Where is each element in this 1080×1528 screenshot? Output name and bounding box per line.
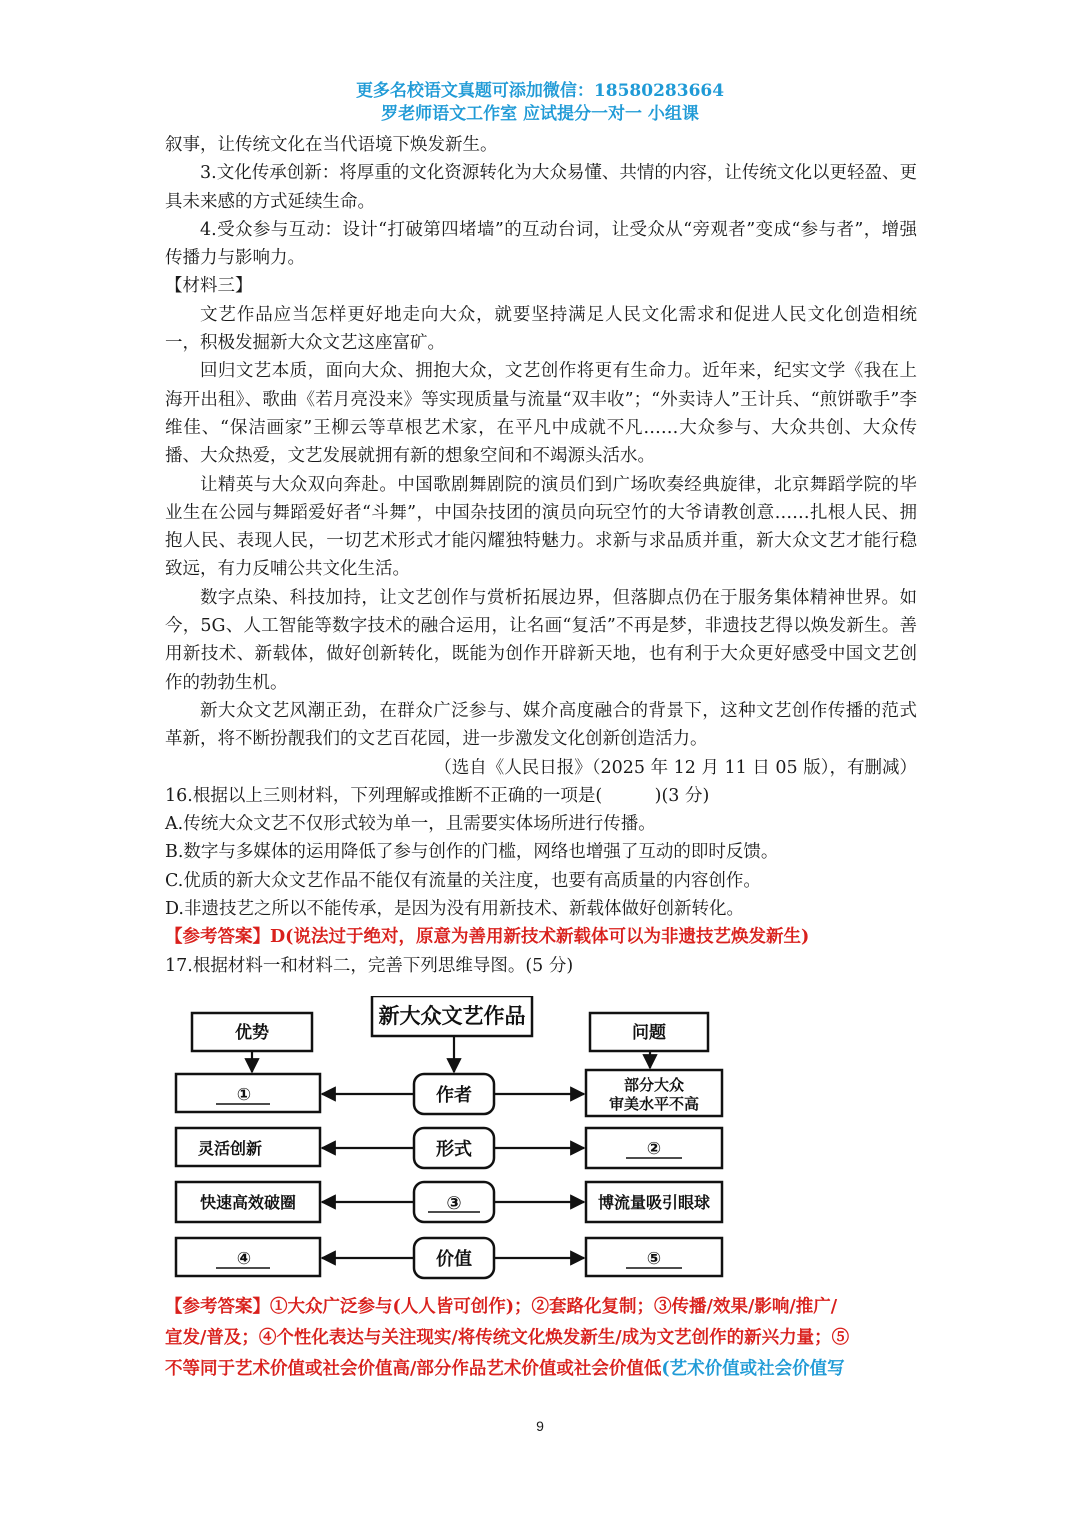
paragraph: 3.文化传承创新：将厚重的文化资源转化为大众易懂、共情的内容，让传统文化以更轻盈、更具未来感的方式延续生命。: [165, 163, 917, 212]
option-a: A.传统大众文艺不仅形式较为单一，且需要实体场所进行传播。: [165, 814, 656, 835]
left-label-2: 灵活创新: [197, 1139, 263, 1158]
right-label-4: ⑤: [646, 1249, 662, 1269]
option-d: D.非遗技艺之所以不能传承，是因为没有用新技术、新载体做好创新转化。: [165, 899, 744, 920]
center-label-2: 形式: [436, 1139, 472, 1160]
right-label-2: ②: [646, 1139, 662, 1159]
paragraph: 文艺作品应当怎样更好地走向大众，就要坚持满足人民文化需求和促进人民文化创造相统一，积极发掘新大众文艺这座富矿。: [165, 304, 917, 354]
answer-16: 【参考答案】D(说法过于绝对，原意为善用新技术新载体可以为非遗技艺焕发新生): [165, 927, 810, 948]
question-17: 17.根据材料一和材料二，完善下列思维导图。(5 分): [165, 955, 574, 976]
watermark-header: [0, 80, 1080, 126]
center-label-1: 作者: [436, 1085, 472, 1106]
answer-17-line-2: 宣发/普及；④个性化表达与关注现实/将传统文化焕发新生/成为文艺创作的新兴力量；⑤: [165, 1328, 850, 1348]
paragraph: 让精英与大众双向奔赴。中国歌剧舞剧院的演员们到广场吹奏经典旋律，北京舞蹈学院的毕业生在公园与舞蹈爱好者“斗舞”，中国杂技团的演员向玩空竹的大爷请教创意……扎根人民、拥抱人民、表现人民，一切艺术形式才能闪耀独特魅力。求新与求品质并重，新大众文艺才能行稳致远，有力反哺公共文化生活。: [165, 474, 917, 580]
paragraph: 4.受众参与互动：设计“打破第四堵墙”的互动台词，让受众从“旁观者”变成“参与者”，增强传播力与影响力。: [165, 219, 917, 269]
document-body: [165, 131, 917, 980]
center-label-4: 价值: [436, 1249, 472, 1270]
right-header-label: 问题: [632, 1023, 666, 1043]
answer-17-line-3: [165, 1354, 917, 1385]
source-citation: （选自《人民日报》（2025 年 12 月 11 日 05 版），有删减）: [434, 757, 917, 778]
header-line-1: 更多名校语文真题可添加微信：18580283664: [355, 81, 725, 101]
diagram-title: 新大众文艺作品: [378, 1004, 526, 1028]
paragraph: 叙事，让传统文化在当代语境下焕发新生。: [165, 135, 498, 155]
header-line-2: 罗老师语文工作室 应试提分一对一 小组课: [381, 104, 699, 124]
paragraph: 回归文艺本质，面向大众、拥抱大众，文艺创作将更有生命力。近年来，纪实文学《我在上海开出租》、歌曲《若月亮没来》等实现质量与流量“双丰收”；“外卖诗人”王计兵、“煎饼歌手”李维佳、“保洁画家”王柳云等草根艺术家，在平凡中成就不凡……大众参与、大众共创、大众传播、大众热爱，文艺发展就拥有新的想象空间和不竭源头活水。: [165, 361, 917, 467]
option-c: C.优质的新大众文艺作品不能仅有流量的关注度，也要有高质量的内容创作。: [165, 870, 761, 891]
answer-17-blue-note: (艺术价值或社会价值写: [661, 1359, 845, 1379]
section-title: 【材料三】: [165, 276, 253, 297]
left-label-3: 快速高效破圈: [199, 1193, 297, 1212]
page-number: 9: [536, 1418, 544, 1434]
left-label-4: ④: [236, 1249, 252, 1269]
right-label-1a: 部分大众: [623, 1076, 685, 1094]
right-label-3: 博流量吸引眼球: [597, 1193, 711, 1212]
paragraph: 新大众文艺风潮正劲，在群众广泛参与、媒介高度融合的背景下，这种文艺创作传播的范式革新，将不断扮靓我们的文艺百花园，进一步激发文化创新创造活力。: [165, 700, 917, 750]
center-label-3: ③: [446, 1193, 462, 1214]
left-header-label: 优势: [235, 1023, 269, 1043]
answer-17-red-text: 不等同于艺术价值或社会价值高/部分作品艺术价值或社会价值低: [165, 1359, 662, 1379]
left-label-1: ①: [236, 1085, 252, 1105]
answer-17-line-1: 【参考答案】①大众广泛参与(人人皆可创作)；②套路化复制；③传播/效果/影响/推广/: [165, 1297, 838, 1317]
question-16: 16.根据以上三则材料，下列理解或推断不正确的一项是( )(3 分): [165, 785, 710, 806]
right-label-1b: 审美水平不高: [608, 1095, 700, 1113]
answer-17: [165, 1292, 917, 1385]
paragraph: 数字点染、科技加持，让文艺创作与赏析拓展边界，但落脚点仍在于服务集体精神世界。如今，5G、人工智能等数字技术的融合运用，让名画“复活”不再是梦，非遗技艺得以焕发新生。善用新技术、新载体，做好创新转化，既能为创作开辟新天地，也有利于大众更好感受中国文艺创作的勃勃生机。: [165, 587, 917, 693]
option-b: B.数字与多媒体的运用降低了参与创作的门槛，网络也增强了互动的即时反馈。: [165, 842, 779, 863]
mind-map: [170, 996, 730, 1286]
